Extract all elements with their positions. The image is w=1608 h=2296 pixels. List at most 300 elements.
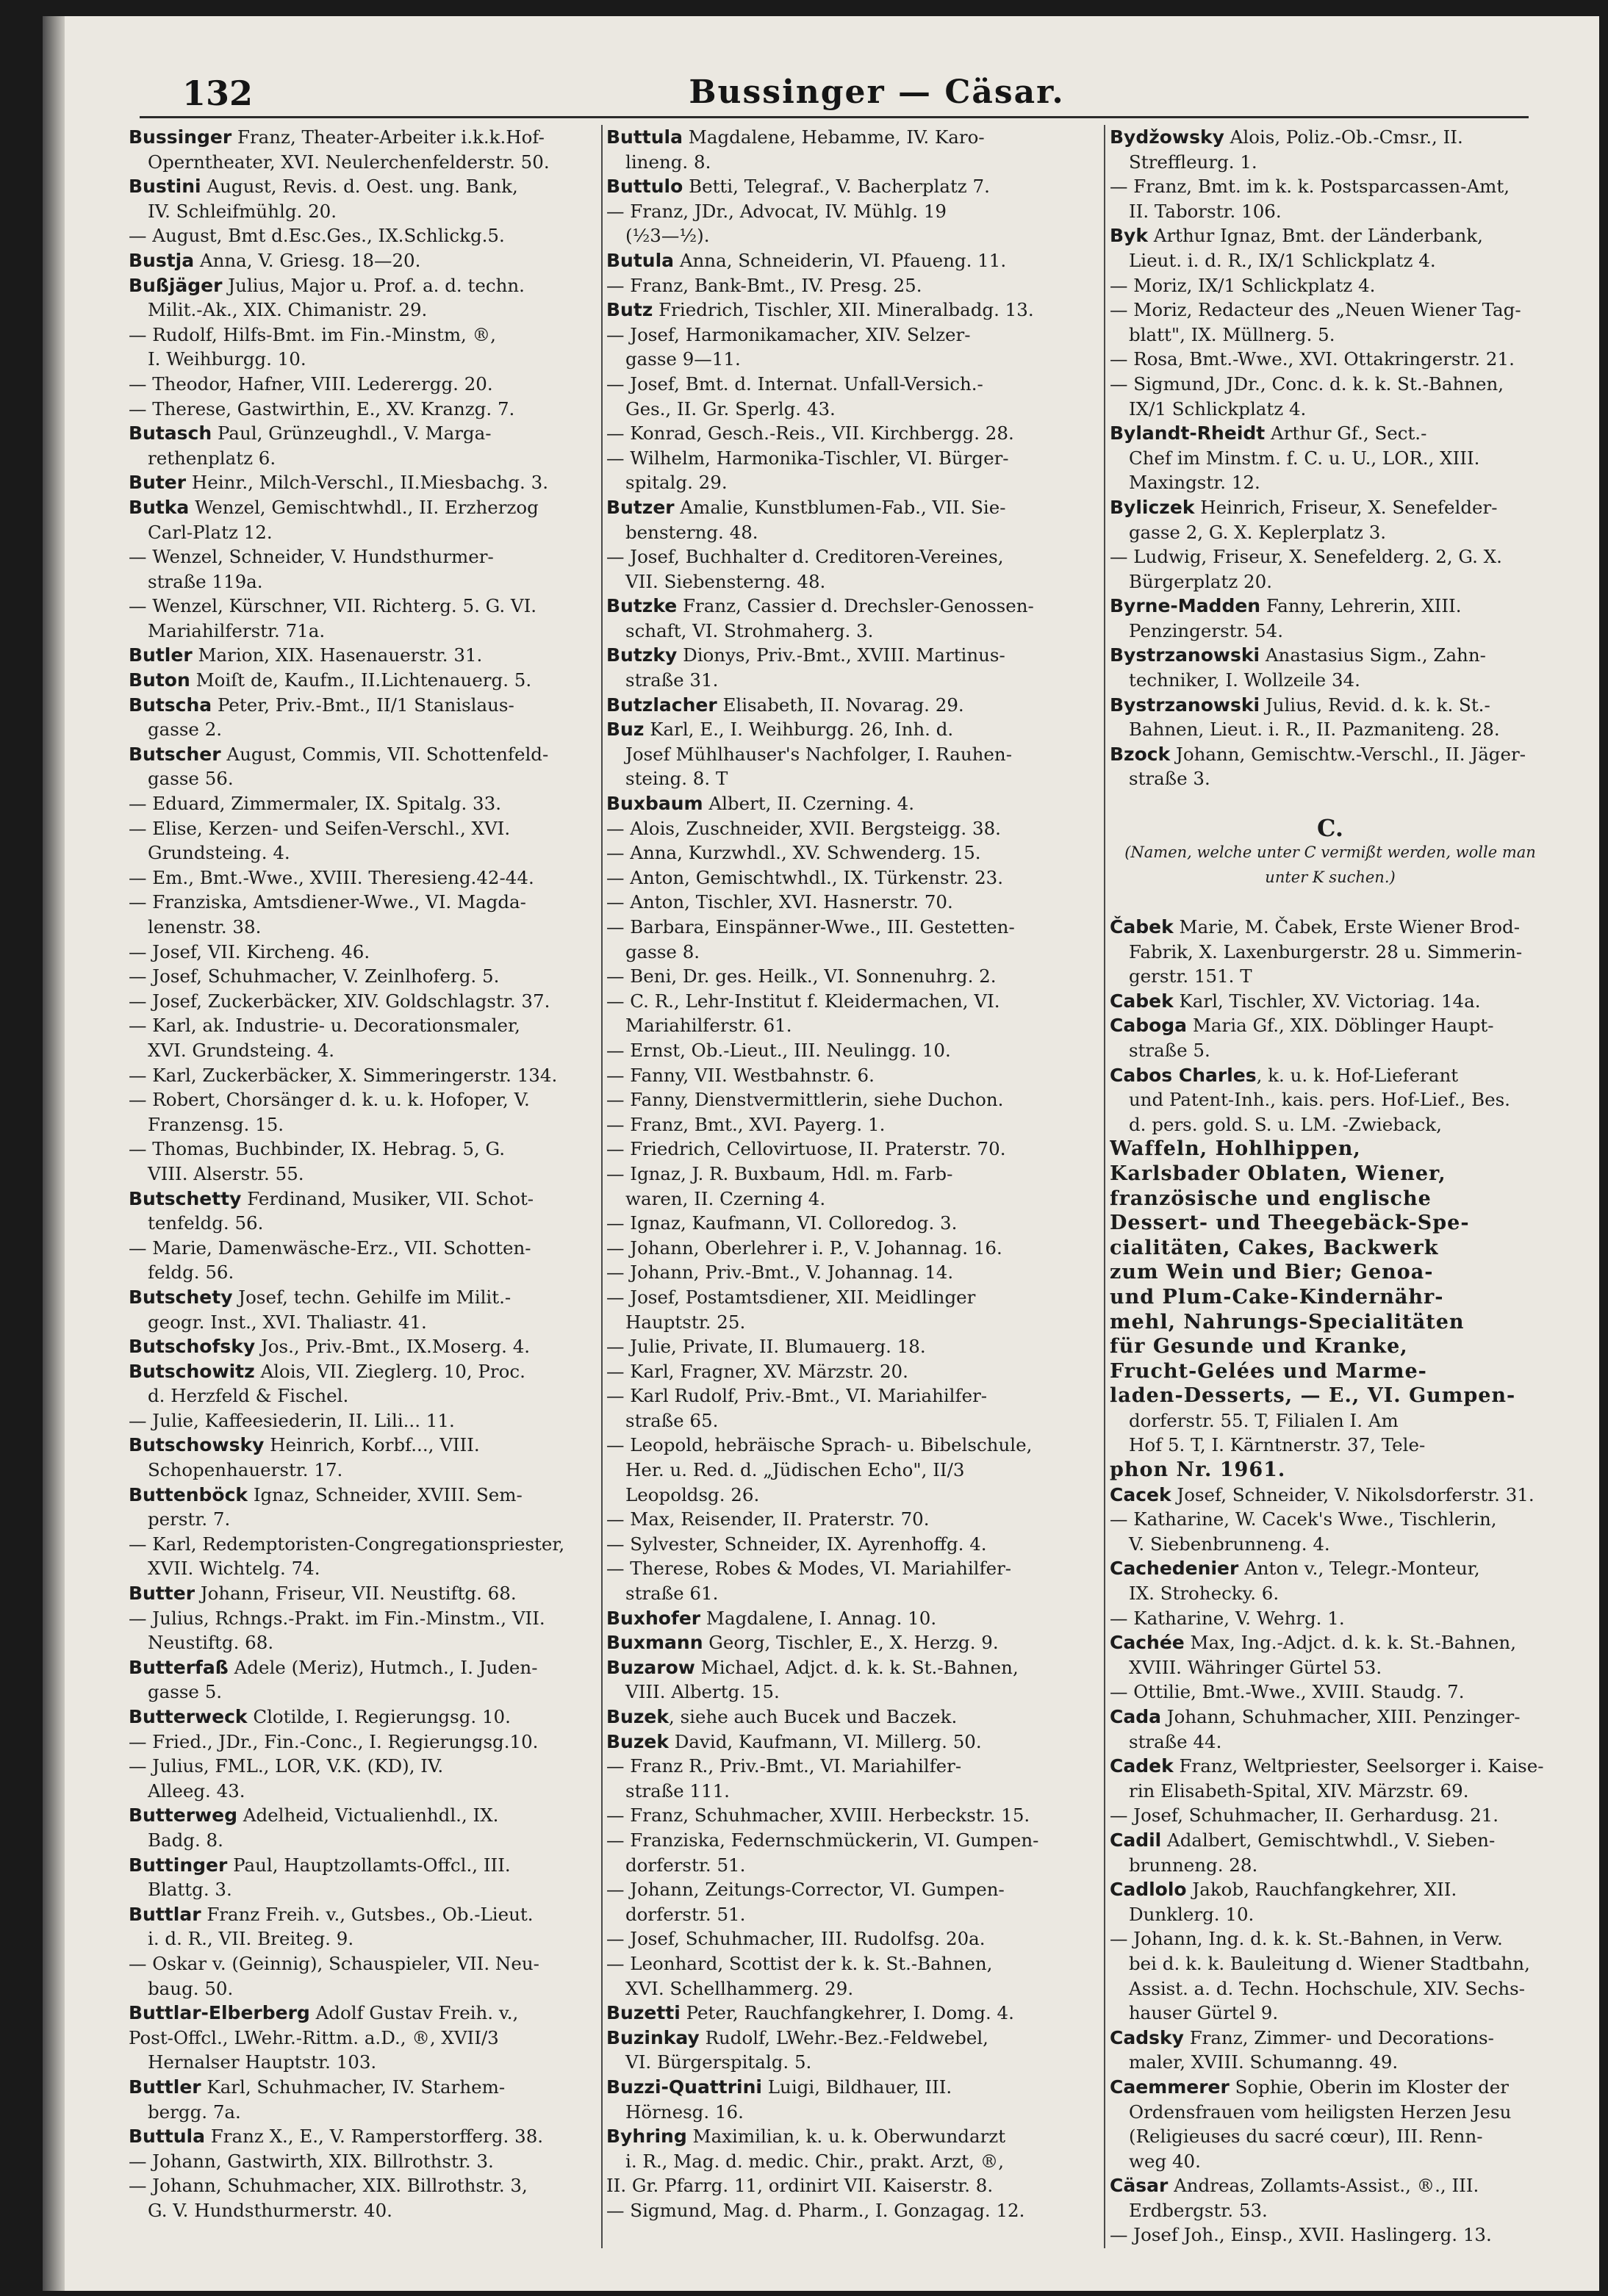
directory-entry <box>129 421 599 446</box>
entry-text: II. Taborstr. 106. <box>1129 200 1282 222</box>
entry-text: gerstr. 151. T <box>1129 965 1252 987</box>
entry-text: — C. R., Lehr-Institut f. Kleidermachen, VI. <box>606 990 1000 1012</box>
entry-line <box>1110 2223 1551 2248</box>
entry-line <box>606 1433 1099 1458</box>
entry-text: — Josef, Schuhmacher, III. Rudolfsg. 20a. <box>606 1928 986 1950</box>
entry-text: August, Commis, VII. Schottenfeld- <box>220 743 549 765</box>
entry-text: — Josef, VII. Kircheng. 46. <box>129 940 370 962</box>
entry-text: lenenstr. 38. <box>148 916 262 938</box>
entry-line <box>606 2173 1099 2198</box>
entry-text: Ferdinand, Musiker, VII. Schot- <box>241 1187 534 1209</box>
directory-entry <box>1110 742 1551 767</box>
entry-line <box>606 2050 1099 2075</box>
entry-text: straße 31. <box>625 669 719 691</box>
entry-surname: Buzek <box>606 1706 669 1727</box>
entry-line <box>606 1951 1099 1976</box>
directory-entry <box>606 2026 1099 2051</box>
entry-text: bergg. 7a. <box>148 2101 241 2123</box>
entry-text: Bürgerplatz 20. <box>1129 570 1273 592</box>
entry-line <box>606 1359 1099 1384</box>
entry-surname: Butler <box>129 644 193 666</box>
entry-line <box>1110 1926 1551 1951</box>
entry-line <box>606 1187 1099 1212</box>
entry-text: — Oskar v. (Geinnig), Schauspieler, VII. Neu- <box>129 1952 539 1974</box>
entry-text: — Fanny, VII. Westbahnstr. 6. <box>606 1064 875 1086</box>
entry-text: Amalie, Kunstblumen-Fab., VII. Sie- <box>674 496 1006 518</box>
entry-text: brunneng. 28. <box>1129 1854 1258 1876</box>
entry-surname: Butka <box>129 496 190 518</box>
entry-text: G. V. Hundsthurmerstr. 40. <box>148 2199 392 2221</box>
entry-surname: Bussinger <box>129 126 232 148</box>
entry-line <box>606 2149 1099 2174</box>
entry-text: rin Elisabeth-Spital, XIV. Märzstr. 69. <box>1129 1779 1469 1802</box>
entry-line <box>606 1458 1099 1483</box>
entry-line <box>1110 470 1551 495</box>
entry-text: dorferstr. 55. T, Filialen I. Am <box>1129 1409 1399 1431</box>
directory-entry <box>606 643 1099 668</box>
entry-text: straße 119a. <box>148 570 263 592</box>
entry-line <box>129 1779 599 1804</box>
entry-line <box>129 298 599 323</box>
entry-surname: Buttler <box>129 2076 201 2098</box>
entry-text: David, Kaufmann, VI. Millerg. 50. <box>669 1730 982 1752</box>
entry-text: Dunklerg. 10. <box>1129 1903 1255 1925</box>
entry-surname: Butula <box>606 249 675 271</box>
directory-entry <box>129 2124 599 2149</box>
entry-text: Johann, Gemischtw.-Verschl., II. Jäger- <box>1170 743 1526 765</box>
entry-surname: Butterweg <box>129 1804 237 1827</box>
directory-entry <box>129 1581 599 1606</box>
entry-text: — Johann, Oberlehrer i. P., V. Johannag. 16. <box>606 1237 1002 1259</box>
entry-line <box>129 1162 599 1187</box>
entry-text: Betti, Telegraf., V. Bacherplatz 7. <box>683 176 990 198</box>
entry-line <box>1110 372 1551 397</box>
entry-line <box>129 915 599 940</box>
directory-entry <box>1110 2075 1551 2100</box>
entry-text: laden-Desserts, — E., VI. Gumpen- <box>1110 1384 1516 1408</box>
entry-line <box>606 940 1099 965</box>
directory-entry <box>606 2124 1099 2149</box>
entry-text: — Julius, Rchngs.-Prakt. im Fin.-Minstm., VII. <box>129 1607 545 1629</box>
entry-line <box>1110 766 1551 791</box>
entry-text: — Ignaz, J. R. Buxbaum, Hdl. m. Farb- <box>606 1162 953 1184</box>
entry-text: Peter, Rauchfangkehrer, I. Domg. 4. <box>680 2002 1014 2024</box>
directory-entry <box>129 495 599 520</box>
entry-line <box>606 470 1099 495</box>
entry-text: — Josef, Harmonikamacher, XIV. Selzer- <box>606 323 971 345</box>
directory-entry <box>1110 125 1551 150</box>
directory-entry <box>1110 989 1551 1014</box>
entry-line <box>1110 1606 1551 1631</box>
entry-surname: Butterfaß <box>129 1656 229 1678</box>
entry-line <box>129 1260 599 1285</box>
directory-entry <box>606 1655 1099 1680</box>
entry-text: Hauptstr. 25. <box>625 1311 746 1333</box>
entry-surname: Cachée <box>1110 1632 1185 1654</box>
entry-line <box>1110 668 1551 693</box>
entry-text: — Josef, Schuhmacher, II. Gerhardusg. 21. <box>1110 1804 1499 1827</box>
entry-text: (½3—½). <box>625 225 710 247</box>
entry-line <box>606 1383 1099 1408</box>
directory-entry <box>129 248 599 273</box>
entry-text: — Johann, Ing. d. k. k. St.-Bahnen, in Verw. <box>1110 1928 1503 1950</box>
entry-surname: Bustja <box>129 249 195 271</box>
entry-line <box>1110 1951 1551 1976</box>
entry-surname: Butz <box>606 299 653 321</box>
entry-line <box>1110 1581 1551 1606</box>
entry-surname: Buxmann <box>606 1632 703 1654</box>
entry-line <box>129 1038 599 1063</box>
entry-text: Ignaz, Schneider, XVIII. Sem- <box>248 1483 523 1505</box>
entry-text: — Friedrich, Cellovirtuose, II. Praterstr. 70. <box>606 1138 1006 1160</box>
entry-line <box>1110 2100 1551 2125</box>
entry-text: — Max, Reisender, II. Praterstr. 70. <box>606 1508 930 1530</box>
entry-line <box>1110 1038 1551 1063</box>
entry-text: — Franziska, Amtsdiener-Wwe., VI. Magda- <box>129 891 526 913</box>
entry-text: — Rudolf, Hilfs-Bmt. im Fin.-Minstm, ®, <box>129 323 496 345</box>
entry-text: geogr. Inst., XVI. Thaliastr. 41. <box>148 1311 427 1333</box>
entry-surname: Butschowsky <box>129 1434 265 1456</box>
entry-line <box>606 1408 1099 1433</box>
entry-surname: Butasch <box>129 422 212 445</box>
entry-text: — Elise, Kerzen- und Seifen-Verschl., XVI. <box>129 817 511 839</box>
directory-entry <box>606 1630 1099 1655</box>
entry-surname: Buzzi-Quattrini <box>606 2076 762 2098</box>
entry-line <box>129 446 599 471</box>
entry-surname: Cachedenier <box>1110 1558 1239 1580</box>
entry-line <box>1110 520 1551 545</box>
entry-line <box>129 989 599 1014</box>
entry-line <box>606 890 1099 915</box>
entry-line <box>606 1285 1099 1310</box>
directory-entry <box>129 1187 599 1212</box>
entry-text: — Ottilie, Bmt.-Wwe., XVIII. Staudg. 7. <box>1110 1681 1465 1703</box>
entry-line <box>1110 813 1551 842</box>
entry-text: Anastasius Sigm., Zahn- <box>1260 644 1486 666</box>
directory-entry <box>606 1705 1099 1730</box>
entry-line <box>606 273 1099 298</box>
entry-line <box>606 1779 1099 1804</box>
entry-line <box>606 397 1099 422</box>
entry-line <box>606 1754 1099 1779</box>
directory-entry <box>1110 2173 1551 2198</box>
entry-text: Karl, E., I. Weihburgg. 26, Inh. d. <box>644 719 954 741</box>
entry-surname: Byrne-Madden <box>1110 595 1261 617</box>
entry-text: straße 111. <box>625 1779 730 1802</box>
entry-text: Anna, V. Griesg. 18—20. <box>194 249 421 271</box>
entry-text: — Theodor, Hafner, VIII. Lederergg. 20. <box>129 373 493 395</box>
entry-surname: Butzlacher <box>606 694 717 716</box>
entry-surname: Buton <box>129 669 190 691</box>
entry-line <box>1110 890 1551 915</box>
entry-text: Paul, Grünzeughdl., V. Marga- <box>212 422 492 445</box>
entry-line <box>1110 1334 1551 1359</box>
entry-text: bensterng. 48. <box>625 521 758 543</box>
directory-entry <box>606 2075 1099 2100</box>
entry-text: — Anton, Tischler, XVI. Hasnerstr. 70. <box>606 891 953 913</box>
entry-text: — Fanny, Dienstvermittlerin, siehe Duchon. <box>606 1089 1004 1111</box>
entry-line <box>129 1137 599 1162</box>
entry-text: Ordensfrauen vom heiligsten Herzen Jesu <box>1129 2101 1512 2123</box>
entry-line <box>606 1976 1099 2001</box>
entry-line <box>1110 1087 1551 1112</box>
entry-text: — Wilhelm, Harmonika-Tischler, VI. Bürger- <box>606 447 1009 469</box>
entry-surname: Butschety <box>129 1286 233 1308</box>
entry-surname: Cadil <box>1110 1829 1162 1851</box>
entry-surname: Butschowitz <box>129 1360 255 1382</box>
entry-text: , siehe auch Bucek und Baczek. <box>669 1706 958 1727</box>
entry-text: Carl-Platz 12. <box>148 521 273 543</box>
directory-entry <box>606 2001 1099 2026</box>
column-divider <box>601 125 603 2248</box>
entry-line <box>1110 544 1551 569</box>
entry-surname: Čabek <box>1110 916 1174 938</box>
entry-line <box>1110 1260 1551 1285</box>
entry-line <box>129 1754 599 1779</box>
directory-entry <box>129 693 599 718</box>
entry-surname: Bystrzanowski <box>1110 694 1260 716</box>
entry-line <box>606 1877 1099 1902</box>
directory-entry <box>606 1730 1099 1755</box>
entry-text: — Konrad, Gesch.-Reis., VII. Kirchbergg. 28. <box>606 422 1014 445</box>
entry-line <box>129 347 599 372</box>
entry-text: i. d. R., VII. Breiteg. 9. <box>148 1928 354 1950</box>
entry-text: Elisabeth, II. Novarag. 29. <box>717 694 964 716</box>
entry-text: Mariahilferstr. 61. <box>625 1015 792 1037</box>
entry-text: — Eduard, Zimmermaler, IX. Spitalg. 33. <box>129 793 502 815</box>
entry-text: Bahnen, Lieut. i. R., II. Pazmaniteng. 28. <box>1129 719 1500 741</box>
entry-line <box>606 1211 1099 1236</box>
entry-line <box>606 1087 1099 1112</box>
entry-text: lineng. 8. <box>625 151 711 173</box>
entry-surname: Butzer <box>606 496 675 518</box>
entry-text: I. Weihburgg. 10. <box>148 348 306 370</box>
entry-text: Post-Offcl., LWehr.-Rittm. a.D., ®, XVII/3 <box>129 2026 499 2048</box>
entry-line <box>129 372 599 397</box>
entry-line <box>606 1926 1099 1951</box>
entry-line <box>1110 1779 1551 1804</box>
entry-text: Marion, XIX. Hasenauerstr. 31. <box>192 644 483 666</box>
entry-line <box>1110 2198 1551 2223</box>
entry-line <box>1110 1211 1551 1236</box>
entry-text: Franz, Cassier d. Drechsler-Genossen- <box>677 595 1034 617</box>
entry-line <box>129 2149 599 2174</box>
entry-text: Rudolf, LWehr.-Bez.-Feldwebel, <box>699 2026 988 2048</box>
entry-line <box>606 766 1099 791</box>
directory-entry <box>129 2001 599 2026</box>
directory-entry <box>1110 2026 1551 2051</box>
entry-line <box>129 791 599 816</box>
entry-line <box>606 964 1099 989</box>
entry-text: — Anna, Kurzwhdl., XV. Schwenderg. 15. <box>606 842 981 864</box>
directory-entry <box>129 1655 599 1680</box>
entry-text: Leopoldsg. 26. <box>625 1483 760 1505</box>
entry-line <box>606 520 1099 545</box>
entry-surname: Cabek <box>1110 990 1174 1012</box>
entry-text: — Franz, Bmt. im k. k. Postsparcassen-Amt, <box>1110 176 1510 198</box>
header-rule <box>140 116 1529 118</box>
entry-surname: Butter <box>129 1583 195 1605</box>
entry-text: dorferstr. 51. <box>625 1854 746 1876</box>
entry-line <box>1110 1187 1551 1212</box>
entry-text: — Karl, ak. Industrie- u. Decorationsmaler, <box>129 1015 520 1037</box>
entry-text: bei d. k. k. Bauleitung d. Wiener Stadtbahn, <box>1129 1952 1530 1974</box>
entry-text: XVI. Schellhammerg. 29. <box>625 1977 854 1999</box>
entry-line <box>129 569 599 594</box>
entry-text: Sophie, Oberin im Kloster der <box>1229 2076 1509 2098</box>
entry-text: Franz, Zimmer- und Decorations- <box>1183 2026 1494 2048</box>
entry-surname: Buxhofer <box>606 1607 701 1629</box>
entry-text: — Alois, Zuschneider, XVII. Bergsteigg. 38. <box>606 817 1001 839</box>
entry-text: Marie, M. Čabek, Erste Wiener Brod- <box>1173 916 1521 938</box>
directory-entry <box>129 643 599 668</box>
entry-line <box>1110 964 1551 989</box>
entry-line <box>1110 1433 1551 1458</box>
entry-text: Alleeg. 43. <box>148 1779 245 1802</box>
entry-line <box>129 223 599 248</box>
entry-text: — Em., Bmt.-Wwe., XVIII. Theresieng.42-44. <box>129 866 534 888</box>
entry-line <box>129 1828 599 1853</box>
directory-entry <box>129 1853 599 1878</box>
entry-surname: Buttlar <box>129 1903 201 1925</box>
entry-line <box>1110 199 1551 224</box>
entry-line <box>606 569 1099 594</box>
entry-text: VIII. Alserstr. 55. <box>148 1162 304 1184</box>
entry-text: techniker, I. Wollzeile 34. <box>1129 669 1360 691</box>
entry-line <box>129 619 599 644</box>
entry-surname: Cäsar <box>1110 2175 1169 2197</box>
entry-line <box>129 199 599 224</box>
entry-surname: Cadlolo <box>1110 1879 1187 1901</box>
entry-line <box>1110 1236 1551 1261</box>
directory-entry <box>1110 1556 1551 1581</box>
entry-line <box>606 1556 1099 1581</box>
entry-line <box>129 1458 599 1483</box>
entry-text: — Julius, FML., LOR, V.K. (KD), IV. <box>129 1755 444 1777</box>
entry-text: — Leopold, hebräische Sprach- u. Bibelschule, <box>606 1434 1033 1456</box>
directory-entry <box>129 1285 599 1310</box>
entry-text: XVII. Wichtelg. 74. <box>148 1558 320 1580</box>
entry-text: — Johann, Zeitungs-Corrector, VI. Gumpen- <box>606 1879 1005 1901</box>
entry-text: Streffleurg. 1. <box>1129 151 1257 173</box>
entry-line <box>129 1112 599 1137</box>
entry-text: Hof 5. T, I. Kärntnerstr. 37, Tele- <box>1129 1434 1426 1456</box>
entry-text: Heinrich, Friseur, X. Senefelder- <box>1194 496 1498 518</box>
directory-entry <box>606 495 1099 520</box>
directory-entry <box>129 1902 599 1927</box>
directory-entry <box>606 693 1099 718</box>
entry-line <box>1110 248 1551 273</box>
entry-line <box>129 816 599 841</box>
entry-text: Grundsteing. 4. <box>148 842 290 864</box>
entry-text: für Gesunde und Kranke, <box>1110 1335 1408 1358</box>
entry-text: IX/1 Schlickplatz 4. <box>1129 397 1307 420</box>
entry-line <box>606 1038 1099 1063</box>
entry-text: Wenzel, Gemischtwhdl., II. Erzherzog <box>189 496 539 518</box>
entry-line <box>1110 1162 1551 1187</box>
entry-line <box>606 2198 1099 2223</box>
entry-line <box>129 940 599 965</box>
entry-line <box>606 866 1099 890</box>
entry-line <box>129 1976 599 2001</box>
entry-text: Dessert- und Theegebäck-Spe- <box>1110 1212 1470 1235</box>
entry-text: — Karl Rudolf, Priv.-Bmt., VI. Mariahilfer- <box>606 1385 988 1407</box>
entry-line <box>129 2100 599 2125</box>
entry-text: — Franz, Bank-Bmt., IV. Presg. 25. <box>606 274 922 296</box>
column-2 <box>606 125 1099 2223</box>
entry-text: Josef, Schneider, V. Nikolsdorferstr. 31. <box>1171 1483 1535 1505</box>
entry-surname: Buttlar-Elberberg <box>129 2002 310 2024</box>
entry-text: gasse 5. <box>148 1681 223 1703</box>
entry-text: straße 44. <box>1129 1730 1222 1752</box>
directory-entry <box>606 125 1099 150</box>
entry-surname: Buzek <box>606 1730 669 1752</box>
entry-line <box>1110 1680 1551 1705</box>
directory-entry <box>129 1359 599 1384</box>
entry-text: — Ernst, Ob.-Lieut., III. Neulingg. 10. <box>606 1039 951 1061</box>
entry-surname: Bylandt-Rheidt <box>1110 422 1266 445</box>
entry-surname: Bußjäger <box>129 274 223 296</box>
entry-surname: Butzky <box>606 644 678 666</box>
entry-surname: Buzetti <box>606 2002 681 2024</box>
directory-entry <box>129 1483 599 1508</box>
entry-line <box>606 544 1099 569</box>
entry-text: gasse 56. <box>148 768 234 790</box>
entry-text: — Karl, Redemptoristen-Congregationspriester, <box>129 1533 565 1555</box>
entry-text: Mariahilferstr. 71a. <box>148 619 326 641</box>
entry-text: — Moriz, Redacteur des „Neuen Wiener Tag- <box>1110 299 1521 321</box>
entry-line <box>1110 446 1551 471</box>
entry-line <box>1110 569 1551 594</box>
entry-text: Maximilian, k. u. k. Oberwundarzt <box>686 2126 1006 2148</box>
entry-line <box>129 1310 599 1335</box>
entry-line <box>129 1877 599 1902</box>
entry-text: — Franz, Bmt., XVI. Payerg. 1. <box>606 1113 886 1135</box>
entry-text: Franz Freih. v., Gutsbes., Ob.-Lieut. <box>201 1903 534 1925</box>
entry-text: straße 61. <box>625 1583 719 1605</box>
column-3 <box>1110 125 1551 2248</box>
entry-text: blatt", IX. Müllnerg. 5. <box>1129 323 1335 345</box>
entry-text: zum Wein und Bier; Genoa- <box>1110 1261 1434 1284</box>
entry-text: — Johann, Priv.-Bmt., V. Johannag. 14. <box>606 1262 954 1284</box>
entry-text: Frucht-Gelées und Marme- <box>1110 1359 1427 1383</box>
entry-text: — Josef, Zuckerbäcker, XIV. Goldschlagstr. 37. <box>129 990 550 1012</box>
directory-entry <box>1110 594 1551 619</box>
entry-surname: Buzarow <box>606 1656 695 1678</box>
entry-text: — Beni, Dr. ges. Heilk., VI. Sonnenuhrg. 2. <box>606 965 997 987</box>
entry-text: Michael, Adjct. d. k. k. St.-Bahnen, <box>694 1656 1019 1678</box>
entry-text: XVIII. Währinger Gürtel 53. <box>1129 1656 1382 1678</box>
entry-text: Maxingstr. 12. <box>1129 472 1260 494</box>
entry-line <box>1110 1655 1551 1680</box>
entry-text: Adelheid, Victualienhdl., IX. <box>237 1804 499 1827</box>
column-divider <box>1104 125 1105 2248</box>
directory-entry <box>1110 1483 1551 1508</box>
entry-line <box>606 1680 1099 1705</box>
entry-line <box>1110 1902 1551 1927</box>
entry-line <box>606 1828 1099 1853</box>
entry-line <box>129 2050 599 2075</box>
entry-line <box>1110 1458 1551 1483</box>
entry-line <box>129 1926 599 1951</box>
directory-entry <box>129 1334 599 1359</box>
entry-text: IX. Strohecky. 6. <box>1129 1583 1279 1605</box>
entry-text: — Sigmund, Mag. d. Pharm., I. Gonzagag. 12. <box>606 2199 1025 2221</box>
entry-line <box>606 816 1099 841</box>
entry-text: Dionys, Priv.-Bmt., XVIII. Martinus- <box>677 644 1005 666</box>
directory-entry <box>129 1433 599 1458</box>
entry-text: Georg, Tischler, E., X. Herzg. 9. <box>703 1632 999 1654</box>
